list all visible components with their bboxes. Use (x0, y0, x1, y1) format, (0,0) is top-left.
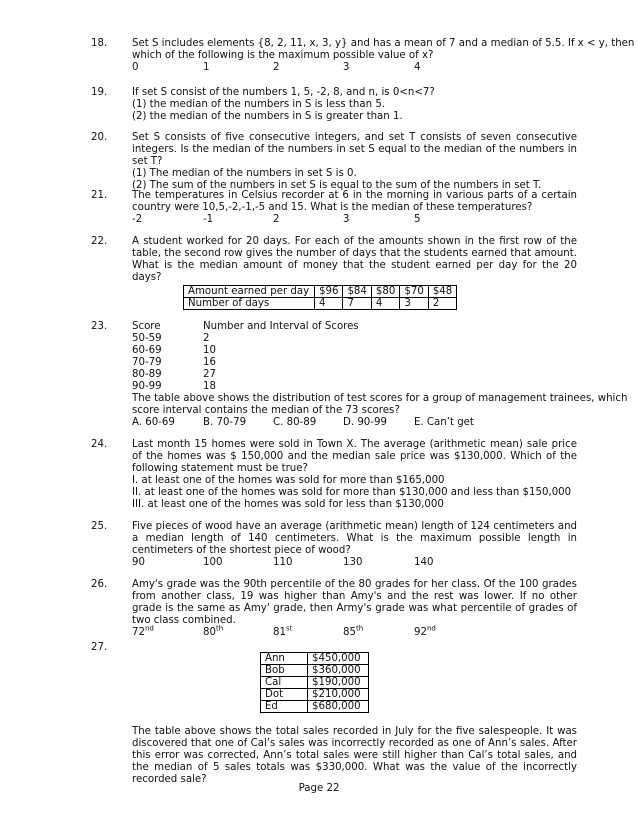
option: 3 (343, 214, 350, 225)
table-cell: $680,000 (308, 701, 369, 713)
table-cell: 27 (203, 369, 216, 380)
option: 81st (273, 624, 293, 638)
table-row (261, 653, 369, 665)
question-body (132, 38, 635, 74)
option: 3 (343, 62, 350, 73)
column-header: Score (132, 321, 161, 332)
table-cell: $96 (315, 286, 343, 298)
question-text: score interval contains the median of the 73 scores? (132, 405, 400, 416)
option: 4 (414, 62, 421, 73)
question-text: Last month 15 homes were sold in Town X. The average (arithmetic mean) sale price of the homes was $ 150,000 and the median sale price was $130,000. Which of the following statement must be true? (132, 439, 577, 474)
table-cell: 80-89 (132, 369, 162, 380)
sales-table (260, 652, 369, 713)
question-number: 23. (91, 321, 108, 332)
table-cell: $48 (428, 286, 456, 298)
table-cell: 7 (343, 298, 371, 310)
question-body (132, 321, 628, 429)
question-text: which of the following is the maximum possible value of x? (132, 50, 434, 61)
question-text: Five pieces of wood have an average (arithmetic mean) length of 124 centimeters and a median length of 140 centimeters. What is the maximum possible length in centimeters of the shortest piece of wood? (132, 521, 577, 556)
option: B. 70-79 (203, 417, 247, 428)
option: 5 (414, 214, 421, 225)
table-row (261, 701, 369, 713)
question-text: Set S includes elements {8, 2, 11, x, 3, y} and has a mean of 7 and a median of 5.5. If x < y, then (132, 38, 635, 49)
table-cell: 70-79 (132, 357, 162, 368)
question-number: 26. (91, 579, 108, 590)
table-cell: Cal (261, 677, 308, 689)
question-text: The table above shows the total sales recorded in July for the five salespeople. It was discovered that one of Cal’s sales was incorrectly recorded as one of Ann’s sales. After this error was corrected, Ann’s total sales were still higher than Cal’s total sales, and the median of 5 sales totals was $330,000. What was the value of the incorrectly recorded sale? (132, 726, 577, 785)
option: D. 90-99 (343, 417, 387, 428)
table-cell: 4 (315, 298, 343, 310)
table-cell: $360,000 (308, 665, 369, 677)
statement: (2) The sum of the numbers in set S is equal to the sum of the numbers in set T. (132, 180, 542, 191)
option: 100 (203, 557, 223, 568)
question-body (132, 439, 577, 511)
table-row (261, 677, 369, 689)
question-body (132, 132, 577, 192)
table-row (261, 689, 369, 701)
question-body (132, 190, 577, 226)
table-cell: Number of days (184, 298, 315, 310)
option: 140 (414, 557, 434, 568)
answer-options (132, 557, 577, 569)
statement: III. at least one of the homes was sold for less than $130,000 (132, 499, 444, 510)
table-cell: Dot (261, 689, 308, 701)
option: 72nd (132, 624, 154, 638)
option: E. Can’t get (414, 417, 474, 428)
option: 2 (273, 62, 280, 73)
question-number: 21. (91, 190, 108, 201)
table-cell: Bob (261, 665, 308, 677)
answer-options (132, 214, 577, 226)
score-distribution-table (132, 321, 577, 392)
option: 90 (132, 557, 145, 568)
table-row (184, 298, 457, 310)
question-number: 19. (91, 87, 108, 98)
question-text: The temperatures in Celsius recorder at 6 in the morning in various parts of a certain country were 10,5,-2,-1,-5 and 15. What is the median of these temperatures? (132, 190, 577, 213)
question-body (132, 579, 577, 639)
table-cell: Ann (261, 653, 308, 665)
question-text: Set S consists of five consecutive integers, and set T consists of seven consecutive integers. Is the median of the numbers in set S equal to the median of the numbers in set T? (132, 132, 577, 167)
table-cell: 4 (371, 298, 399, 310)
question-number: 22. (91, 236, 108, 247)
option: 110 (273, 557, 293, 568)
table-cell: 2 (203, 333, 210, 344)
page-number: Page 22 (298, 783, 340, 794)
table-cell: $450,000 (308, 653, 369, 665)
table-cell: $190,000 (308, 677, 369, 689)
option: 85th (343, 624, 364, 638)
question-number: 24. (91, 439, 108, 450)
question-text: The table above shows the distribution of test scores for a group of management trainees, which (132, 393, 628, 404)
option: 130 (343, 557, 363, 568)
table-cell: 18 (203, 381, 216, 392)
option: A. 60-69 (132, 417, 175, 428)
option: 0 (132, 62, 139, 73)
table-cell: 2 (428, 298, 456, 310)
table-row (184, 286, 457, 298)
option: 1 (203, 62, 210, 73)
table-cell: 50-59 (132, 333, 162, 344)
table-cell: Amount earned per day (184, 286, 315, 298)
question-number: 20. (91, 132, 108, 143)
answer-options (132, 624, 577, 639)
table-cell: 60-69 (132, 345, 162, 356)
statement: II. at least one of the homes was sold for more than $130,000 and less than $150,000 (132, 487, 572, 498)
table-cell: $210,000 (308, 689, 369, 701)
statement: (1) the median of the numbers in S is less than 5. (132, 99, 386, 110)
option: -1 (203, 214, 214, 225)
option: 80th (203, 624, 224, 638)
table-cell: $80 (371, 286, 399, 298)
statement: (2) the median of the numbers in S is greater than 1. (132, 111, 403, 122)
option: C. 80-89 (273, 417, 317, 428)
question-number: 27. (91, 642, 108, 653)
table-cell: Ed (261, 701, 308, 713)
table-cell: 3 (400, 298, 428, 310)
earnings-table (183, 285, 457, 310)
question-body (132, 726, 577, 786)
question-body (132, 521, 577, 569)
question-text: A student worked for 20 days. For each of the amounts shown in the first row of the table, the second row gives the number of days that the students earned that amount. What is the median amount of money that the student earned per day for the 20 days? (132, 236, 577, 283)
table-cell: 10 (203, 345, 216, 356)
table-cell: 90-99 (132, 381, 162, 392)
question-number: 18. (91, 38, 108, 49)
option: 92nd (414, 624, 436, 638)
question-number: 25. (91, 521, 108, 532)
option: -2 (132, 214, 143, 225)
answer-options (132, 62, 577, 74)
table-row (261, 665, 369, 677)
statement: (1) The median of the numbers in set S is 0. (132, 168, 357, 179)
column-header: Number and Interval of Scores (203, 321, 359, 332)
question-text: Amy's grade was the 90th percentile of the 80 grades for her class. Of the 100 grades from another class, 19 was higher than Amy's and the rest was lower. If no other grade is the same as Amy' grade, then Army's grade was what percentile of grades of two class combined. (132, 579, 577, 626)
question-text: If set S consist of the numbers 1, 5, -2, 8, and n, is 0<n<7? (132, 87, 435, 98)
statement: I. at least one of the homes was sold for more than $165,000 (132, 475, 445, 486)
table-cell: 16 (203, 357, 216, 368)
question-body (132, 236, 577, 284)
table-cell: $70 (400, 286, 428, 298)
option: 2 (273, 214, 280, 225)
table-cell: $84 (343, 286, 371, 298)
answer-options (132, 417, 577, 429)
question-body (132, 87, 577, 123)
